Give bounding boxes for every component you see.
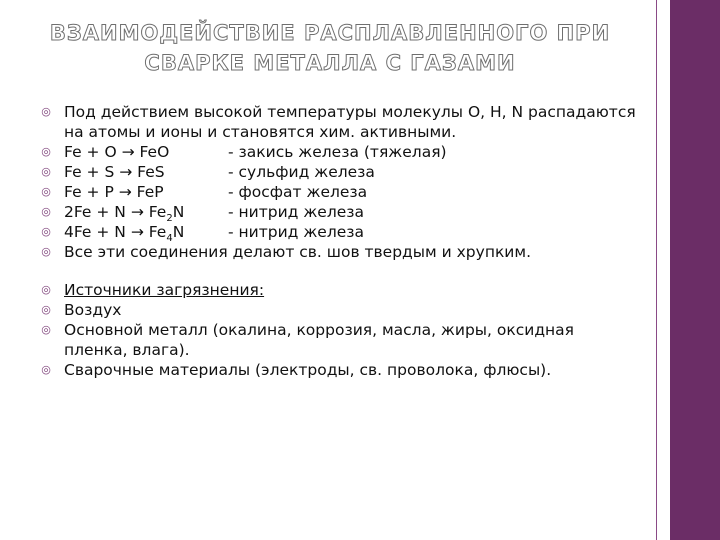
section-gap xyxy=(40,262,640,280)
target-bullet-icon: ◎ xyxy=(41,105,51,118)
list-item: ◎ Все эти соединения делают св. шов твердым и хрупким. xyxy=(41,243,532,261)
target-bullet-icon: ◎ xyxy=(41,205,51,218)
target-bullet-icon: ◎ xyxy=(41,225,51,238)
side-divider-line xyxy=(656,0,657,540)
list-item xyxy=(40,280,640,300)
reaction-formula: $4Fe + N \to Fe_4N$ xyxy=(64,223,185,245)
reaction-description: - закись железа (тяжелая) xyxy=(228,143,447,161)
side-accent-bar xyxy=(670,0,720,540)
target-bullet-icon: ◎ xyxy=(41,165,51,178)
reaction-item xyxy=(40,202,640,225)
list-item: ◎ Сварочные материалы (электроды, св. проволока, флюсы). xyxy=(41,361,552,379)
list-item: ◎ Воздух xyxy=(41,301,122,319)
list-item: ◎ Основной металл (окалина, коррозия, масла, жиры, оксидная пленка, влага). xyxy=(41,321,575,359)
title-line-2: СВАРКЕ МЕТАЛЛА С ГАЗАМИ xyxy=(144,51,516,75)
slide-content xyxy=(40,102,640,380)
target-bullet-icon: ◎ xyxy=(41,245,51,258)
reaction-item xyxy=(40,162,640,182)
reaction-formula: $2Fe + N \to Fe_2N$ xyxy=(64,203,185,225)
target-bullet-icon: ◎ xyxy=(41,303,51,316)
target-bullet-icon: ◎ xyxy=(41,323,51,336)
reaction-formula: Fe + O → FeO xyxy=(64,143,170,161)
reaction-item xyxy=(40,182,640,202)
target-bullet-icon: ◎ xyxy=(41,363,51,376)
target-bullet-icon: ◎ xyxy=(41,283,51,296)
reaction-item xyxy=(40,222,640,245)
reaction-description: - нитрид железа xyxy=(228,203,364,221)
reaction-description: - нитрид железа xyxy=(228,223,364,241)
target-bullet-icon: ◎ xyxy=(41,185,51,198)
reaction-item xyxy=(40,142,640,162)
title-line-1: ВЗАИМОДЕЙСТВИЕ РАСПЛАВЛЕННОГО ПРИ xyxy=(49,21,611,45)
list-item: ◎ Под действием высокой температуры молекулы O, H, N распадаются на атомы и ионы и становятся хим. активными. xyxy=(41,103,636,141)
reaction-description: - сульфид железа xyxy=(228,163,375,181)
section-heading: Источники загрязнения: xyxy=(64,281,265,299)
target-bullet-icon: ◎ xyxy=(41,145,51,158)
reaction-description: - фосфат железа xyxy=(228,183,368,201)
slide-title xyxy=(40,18,620,78)
reaction-formula: Fe + P → FeP xyxy=(64,183,164,201)
reaction-formula: Fe + S → FeS xyxy=(64,163,165,181)
